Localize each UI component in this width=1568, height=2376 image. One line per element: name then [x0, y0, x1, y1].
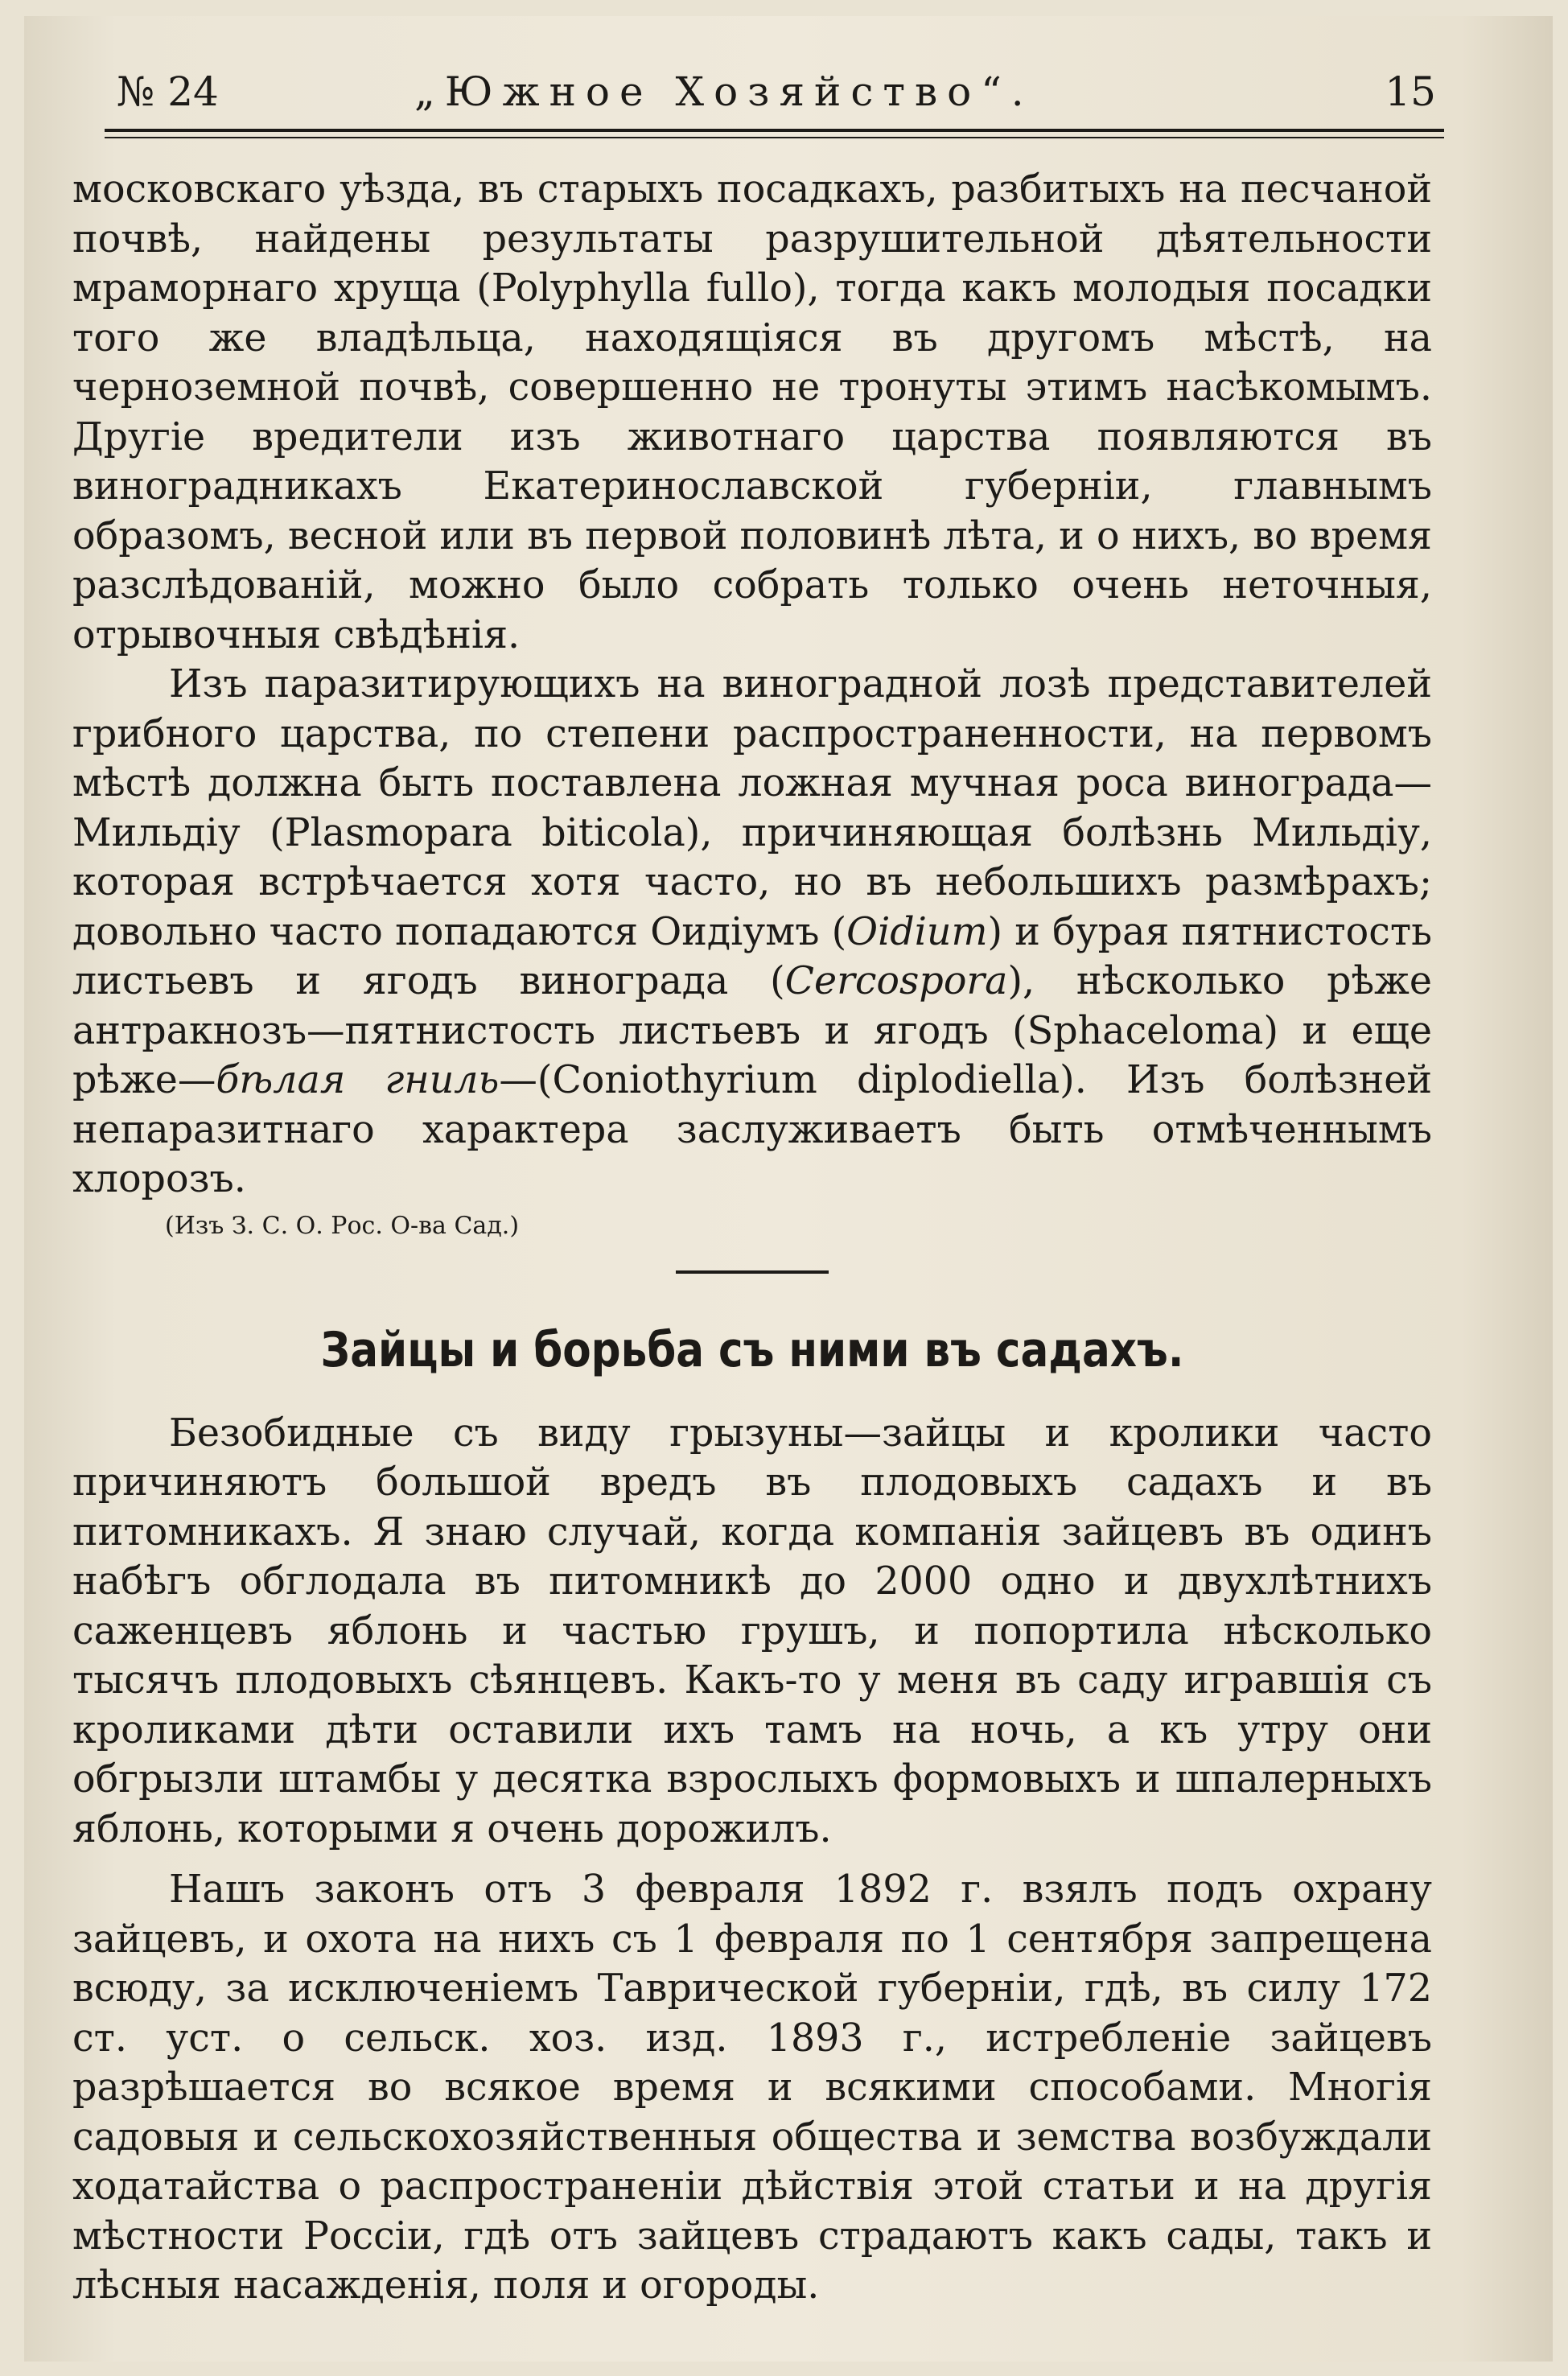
para2-text-c: ), нѣсколько рѣже антракнозъ—пятнистость листьевъ и ягодъ (Sphaceloma) и еще рѣже— — [72, 959, 1432, 1102]
source-citation: (Изъ З. С. О. Рос. О-ва Сад.) — [165, 1211, 520, 1240]
white-rot-term: бѣлая гниль — [216, 1058, 500, 1102]
header-rule-thin — [105, 137, 1444, 138]
running-head — [117, 68, 1436, 125]
section-separator — [676, 1270, 829, 1274]
prev-article-paragraph-2 — [72, 660, 1432, 1204]
header-rule — [105, 129, 1444, 132]
page-number: 15 — [1385, 68, 1436, 115]
para2-text-a: Изъ паразитирующихъ на виноградной лозѣ представителей грибного царства, по степени распространенности, на первомъ мѣстѣ должна быть поставлена ложная мучная роса винограда—Мильдіу (Plasmopara biticola), причиняющая болѣзнь Мильдіу, которая встрѣчается хотя часто, но въ небольшихъ размѣрахъ; довольно часто попадаются Оидіумъ ( — [72, 662, 1432, 954]
para2-text-b: ) и бурая пятнистость листьевъ и ягодъ винограда ( — [72, 909, 1432, 1003]
article-paragraph-2: Нашъ законъ отъ 3 февраля 1892 г. взялъ подъ охрану зайцевъ, и охота на нихъ съ 1 февраля по 1 сентября запрещена всюду, за исключеніемъ Таврической губерніи, гдѣ, въ силу 172 ст. уст. о сельск. хоз. изд. 1893 г., истребленіе зайцевъ разрѣшается во всякое время и всякими способами. Многія садовыя и сельскохозяйственныя общества и земства возбуждали ходатайства о распространеніи дѣйствія этой статьи и на другія мѣстности Россіи, гдѣ отъ зайцевъ страдаютъ какъ сады, такъ и лѣсныя насажденія, поля и огороды. — [72, 1867, 1432, 2308]
journal-title: „Южное Хозяйство“. — [414, 68, 1034, 115]
oidium-term: Oidium — [846, 909, 988, 954]
article-paragraph-1: Безобидные съ виду грызуны—зайцы и кролики часто причиняютъ большой вредъ въ плодовыхъ садахъ и въ питомникахъ. Я знаю случай, когда компанія зайцевъ въ одинъ набѣгъ обглодала въ питомникѣ до 2000 одно и двухлѣтнихъ саженцевъ яблонь и частью грушъ, и попортила нѣсколько тысячъ плодовыхъ сѣянцевъ. Какъ-то у меня въ саду игравшія съ кроликами дѣти оставили ихъ тамъ на ночь, а къ утру они обгрызли штамбы у десятка взрослыхъ формовыхъ и шпалерныхъ яблонь, которыми я очень дорожилъ. — [72, 1410, 1432, 1851]
issue-number: № 24 — [117, 68, 219, 115]
prev-article-paragraph-1: московскаго уѣзда, въ старыхъ посадкахъ, разбитыхъ на песчаной почвѣ, найдены результаты разрушительной дѣятельности мраморнаго хруща (Polyphylla fullo), тогда какъ молодыя посадки того же владѣльца, находящіяся въ другомъ мѣстѣ, на черноземной почвѣ, совершенно не тронуты этимъ насѣкомымъ. Другіе вредители изъ животнаго царства появляются въ виноградникахъ Екатеринославской губерніи, главнымъ образомъ, весной или въ первой половинѣ лѣта, и о нихъ, во время разслѣдованій, можно было собрать только очень неточныя, отрывочныя свѣдѣнія. — [72, 167, 1432, 657]
article-title: Зайцы и борьба съ ними въ садахъ. — [320, 1321, 1184, 1378]
para2-text-d: —(Coniothyrium diplodiella). Изъ болѣзней непаразитнаго характера заслуживаетъ быть отмѣченнымъ хлорозъ. — [72, 1058, 1432, 1201]
page-body — [72, 165, 1432, 2311]
cercospora-term: Cercospora — [784, 959, 1008, 1003]
